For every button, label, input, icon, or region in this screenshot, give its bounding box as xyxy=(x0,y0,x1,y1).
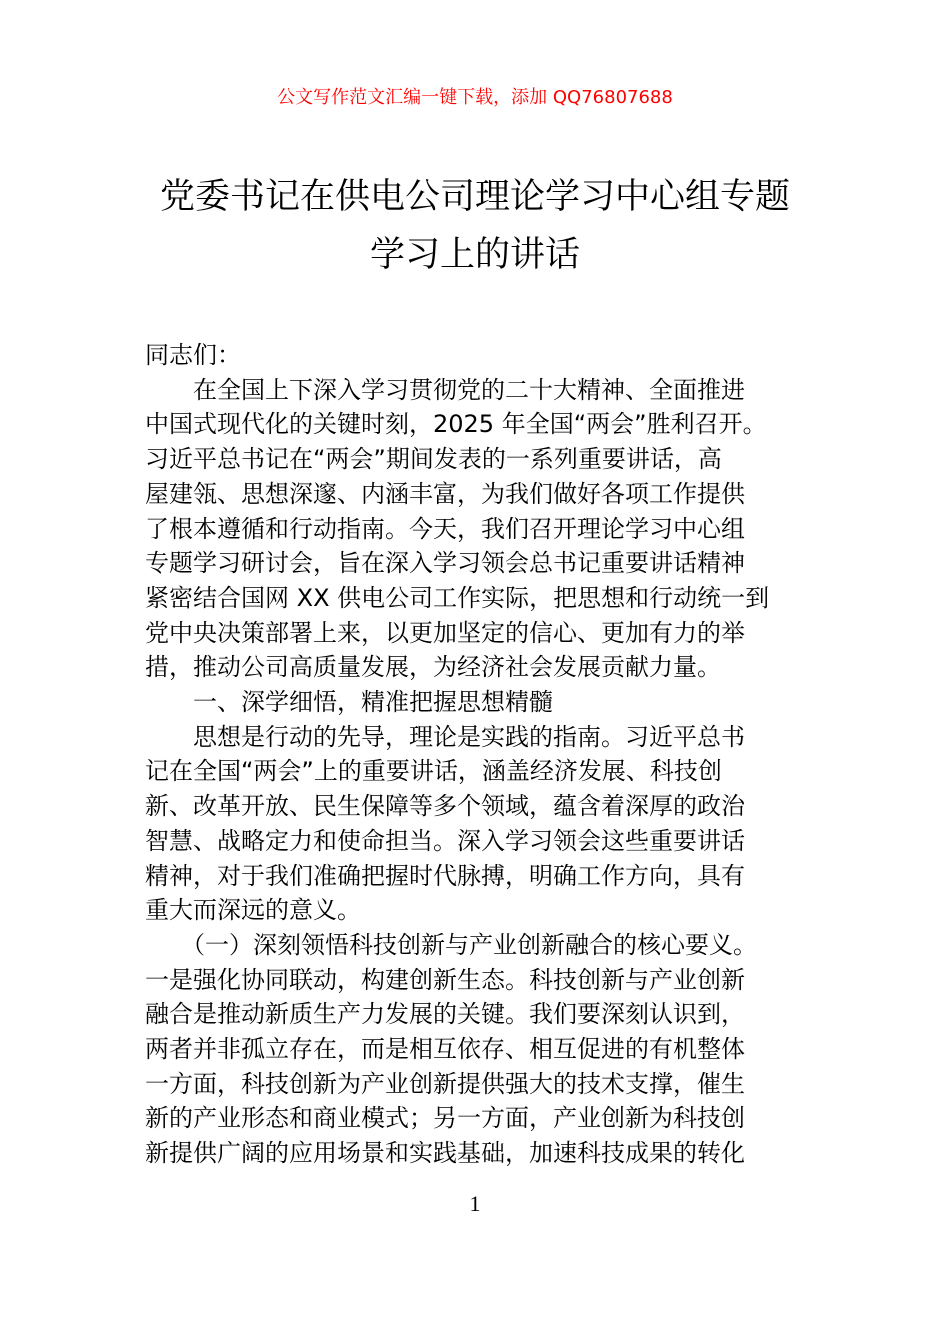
body-line: 了根本遵循和行动指南。今天，我们召开理论学习中心组 xyxy=(145,514,745,543)
body-line: 新、改革开放、民生保障等多个领域，蕴含着深厚的政治 xyxy=(145,792,745,821)
body-line: 新的产业形态和商业模式；另一方面，产业创新为科技创 xyxy=(145,1104,745,1133)
body-line: 思想是行动的先导，理论是实践的指南。习近平总书 xyxy=(145,722,745,751)
body-line: 精神，对于我们准确把握时代脉搏，明确工作方向，具有 xyxy=(145,861,745,890)
body-line: 智慧、战略定力和使命担当。深入学习领会这些重要讲话 xyxy=(145,826,745,855)
page-number: 1 xyxy=(469,1191,481,1216)
body-line: 两者并非孤立存在，而是相互依存、相互促进的有机整体 xyxy=(145,1035,745,1064)
document-body xyxy=(145,338,815,1171)
body-line: 措，推动公司高质量发展，为经济社会发展贡献力量。 xyxy=(145,653,721,682)
body-line: 紧密结合国网 XX 供电公司工作实际，把思想和行动统一到 xyxy=(145,583,770,612)
body-line: 融合是推动新质生产力发展的关键。我们要深刻认识到， xyxy=(145,1000,745,1029)
header-download-notice: 公文写作范文汇编一键下载，添加 QQ76807688 xyxy=(277,87,673,108)
body-line: 中国式现代化的关键时刻，2025 年全国“两会”胜利召开。 xyxy=(145,410,767,439)
body-line: 党中央决策部署上来，以更加坚定的信心、更加有力的举 xyxy=(145,618,745,647)
subsection-heading: （一）深刻领悟科技创新与产业创新融合的核心要义。 xyxy=(145,930,757,959)
title-line-2: 学习上的讲话 xyxy=(369,235,580,275)
body-line: 同志们： xyxy=(145,341,241,369)
body-line: 在全国上下深入学习贯彻党的二十大精神、全面推进 xyxy=(145,375,745,404)
body-line: 记在全国“两会”上的重要讲话，涵盖经济发展、科技创 xyxy=(145,757,722,786)
body-line: 新提供广阔的应用场景和实践基础，加速科技成果的转化 xyxy=(145,1139,745,1168)
document-title xyxy=(60,168,890,284)
body-line: 专题学习研讨会，旨在深入学习领会总书记重要讲话精神 xyxy=(145,549,745,578)
body-line: 重大而深远的意义。 xyxy=(145,896,361,925)
title-line-1: 党委书记在供电公司理论学习中心组专题 xyxy=(159,177,790,217)
body-line: 一是强化协同联动，构建创新生态。科技创新与产业创新 xyxy=(145,965,745,994)
section-heading: 一、深学细悟，精准把握思想精髓 xyxy=(145,688,553,717)
body-line: 习近平总书记在“两会”期间发表的一系列重要讲话，高 xyxy=(145,445,722,474)
body-line: 一方面，科技创新为产业创新提供强大的技术支撑，催生 xyxy=(145,1069,745,1098)
body-line: 屋建瓴、思想深邃、内涵丰富，为我们做好各项工作提供 xyxy=(145,479,745,508)
